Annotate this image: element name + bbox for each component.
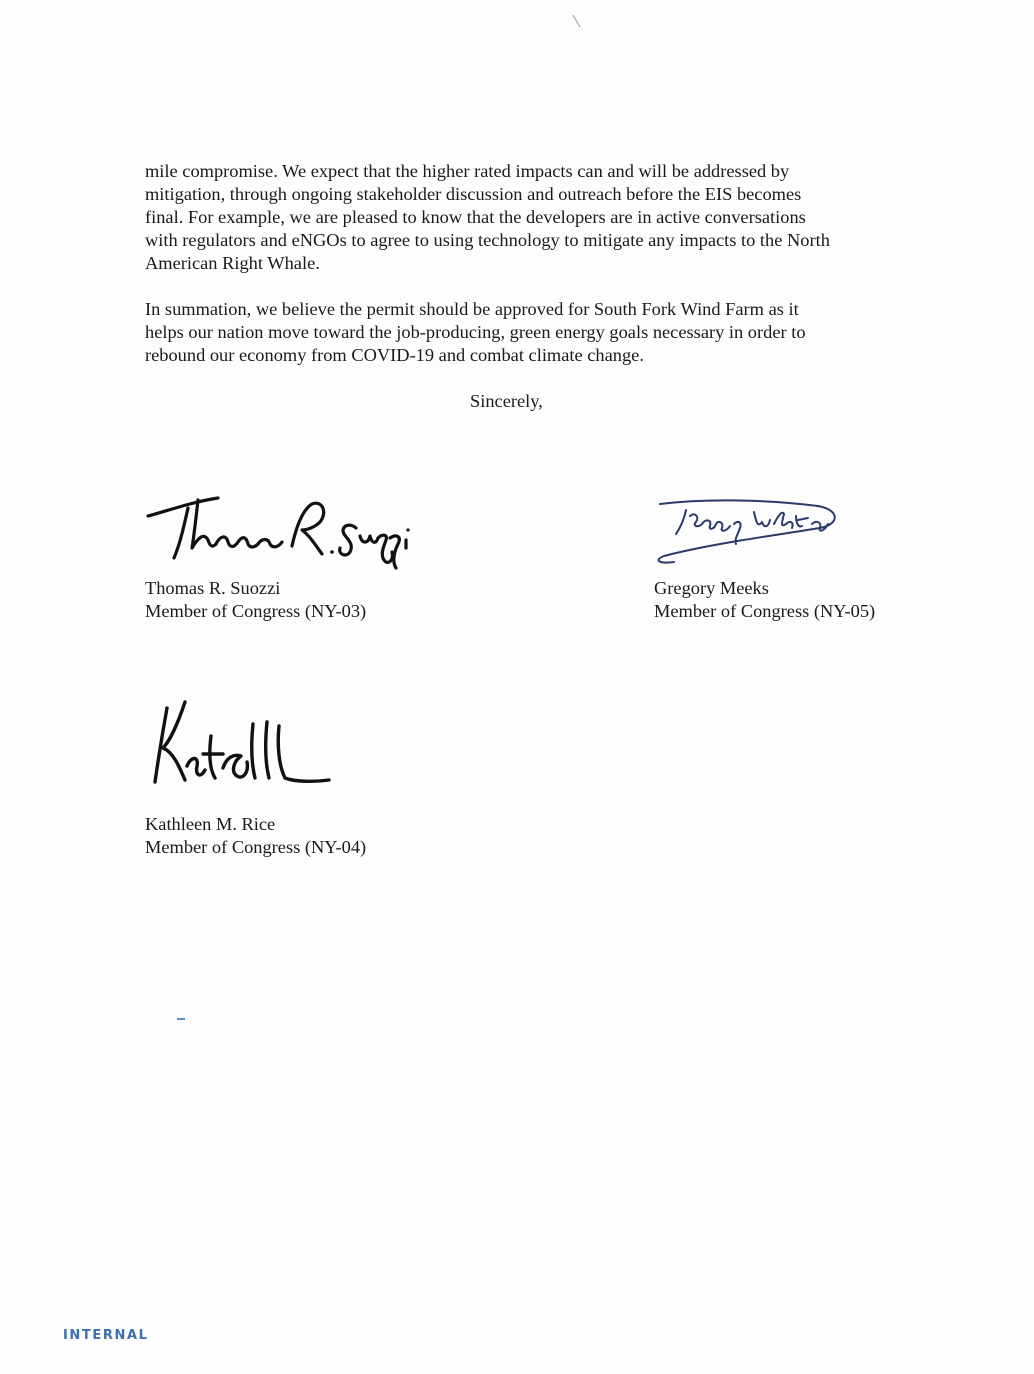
body-paragraph-mitigation bbox=[145, 160, 905, 275]
signer-block-meeks bbox=[654, 577, 875, 623]
signer-name: Thomas R. Suozzi bbox=[145, 578, 281, 598]
paragraph-line: final. For example, we are pleased to know that the developers are in active conversations bbox=[145, 207, 806, 227]
signature-rice-drawing bbox=[145, 696, 345, 794]
classification-label: INTERNAL bbox=[63, 1328, 149, 1343]
paragraph-line: In summation, we believe the permit should be approved for South Fork Wind Farm as it bbox=[145, 299, 799, 319]
paragraph-line: American Right Whale. bbox=[145, 253, 320, 273]
scan-mark bbox=[177, 1018, 185, 1020]
scan-mark bbox=[573, 15, 581, 28]
paragraph-line: mile compromise. We expect that the higher rated impacts can and will be addressed by bbox=[145, 161, 790, 181]
signer-name: Kathleen M. Rice bbox=[145, 814, 276, 834]
paragraph-line: with regulators and eNGOs to agree to using technology to mitigate any impacts to the North bbox=[145, 230, 830, 250]
signer-title: Member of Congress (NY-03) bbox=[145, 601, 367, 621]
paragraph-line: helps our nation move toward the job-producing, green energy goals necessary in order to bbox=[145, 322, 806, 342]
signature-suozzi bbox=[140, 488, 420, 576]
signature-suozzi-drawing bbox=[140, 488, 420, 576]
signer-title: Member of Congress (NY-05) bbox=[654, 601, 876, 621]
signature-meeks bbox=[650, 494, 850, 566]
signer-block-rice bbox=[145, 813, 366, 859]
signer-block-suozzi bbox=[145, 577, 366, 623]
signer-name: Gregory Meeks bbox=[654, 578, 769, 598]
paragraph-line: rebound our economy from COVID-19 and combat climate change. bbox=[145, 345, 644, 365]
signer-title: Member of Congress (NY-04) bbox=[145, 837, 367, 857]
signature-meeks-drawing bbox=[650, 494, 850, 566]
closing-salutation: Sincerely, bbox=[470, 391, 543, 411]
signature-rice bbox=[145, 696, 345, 794]
body-paragraph-summation bbox=[145, 298, 905, 367]
paragraph-line: mitigation, through ongoing stakeholder discussion and outreach before the EIS becomes bbox=[145, 184, 802, 204]
